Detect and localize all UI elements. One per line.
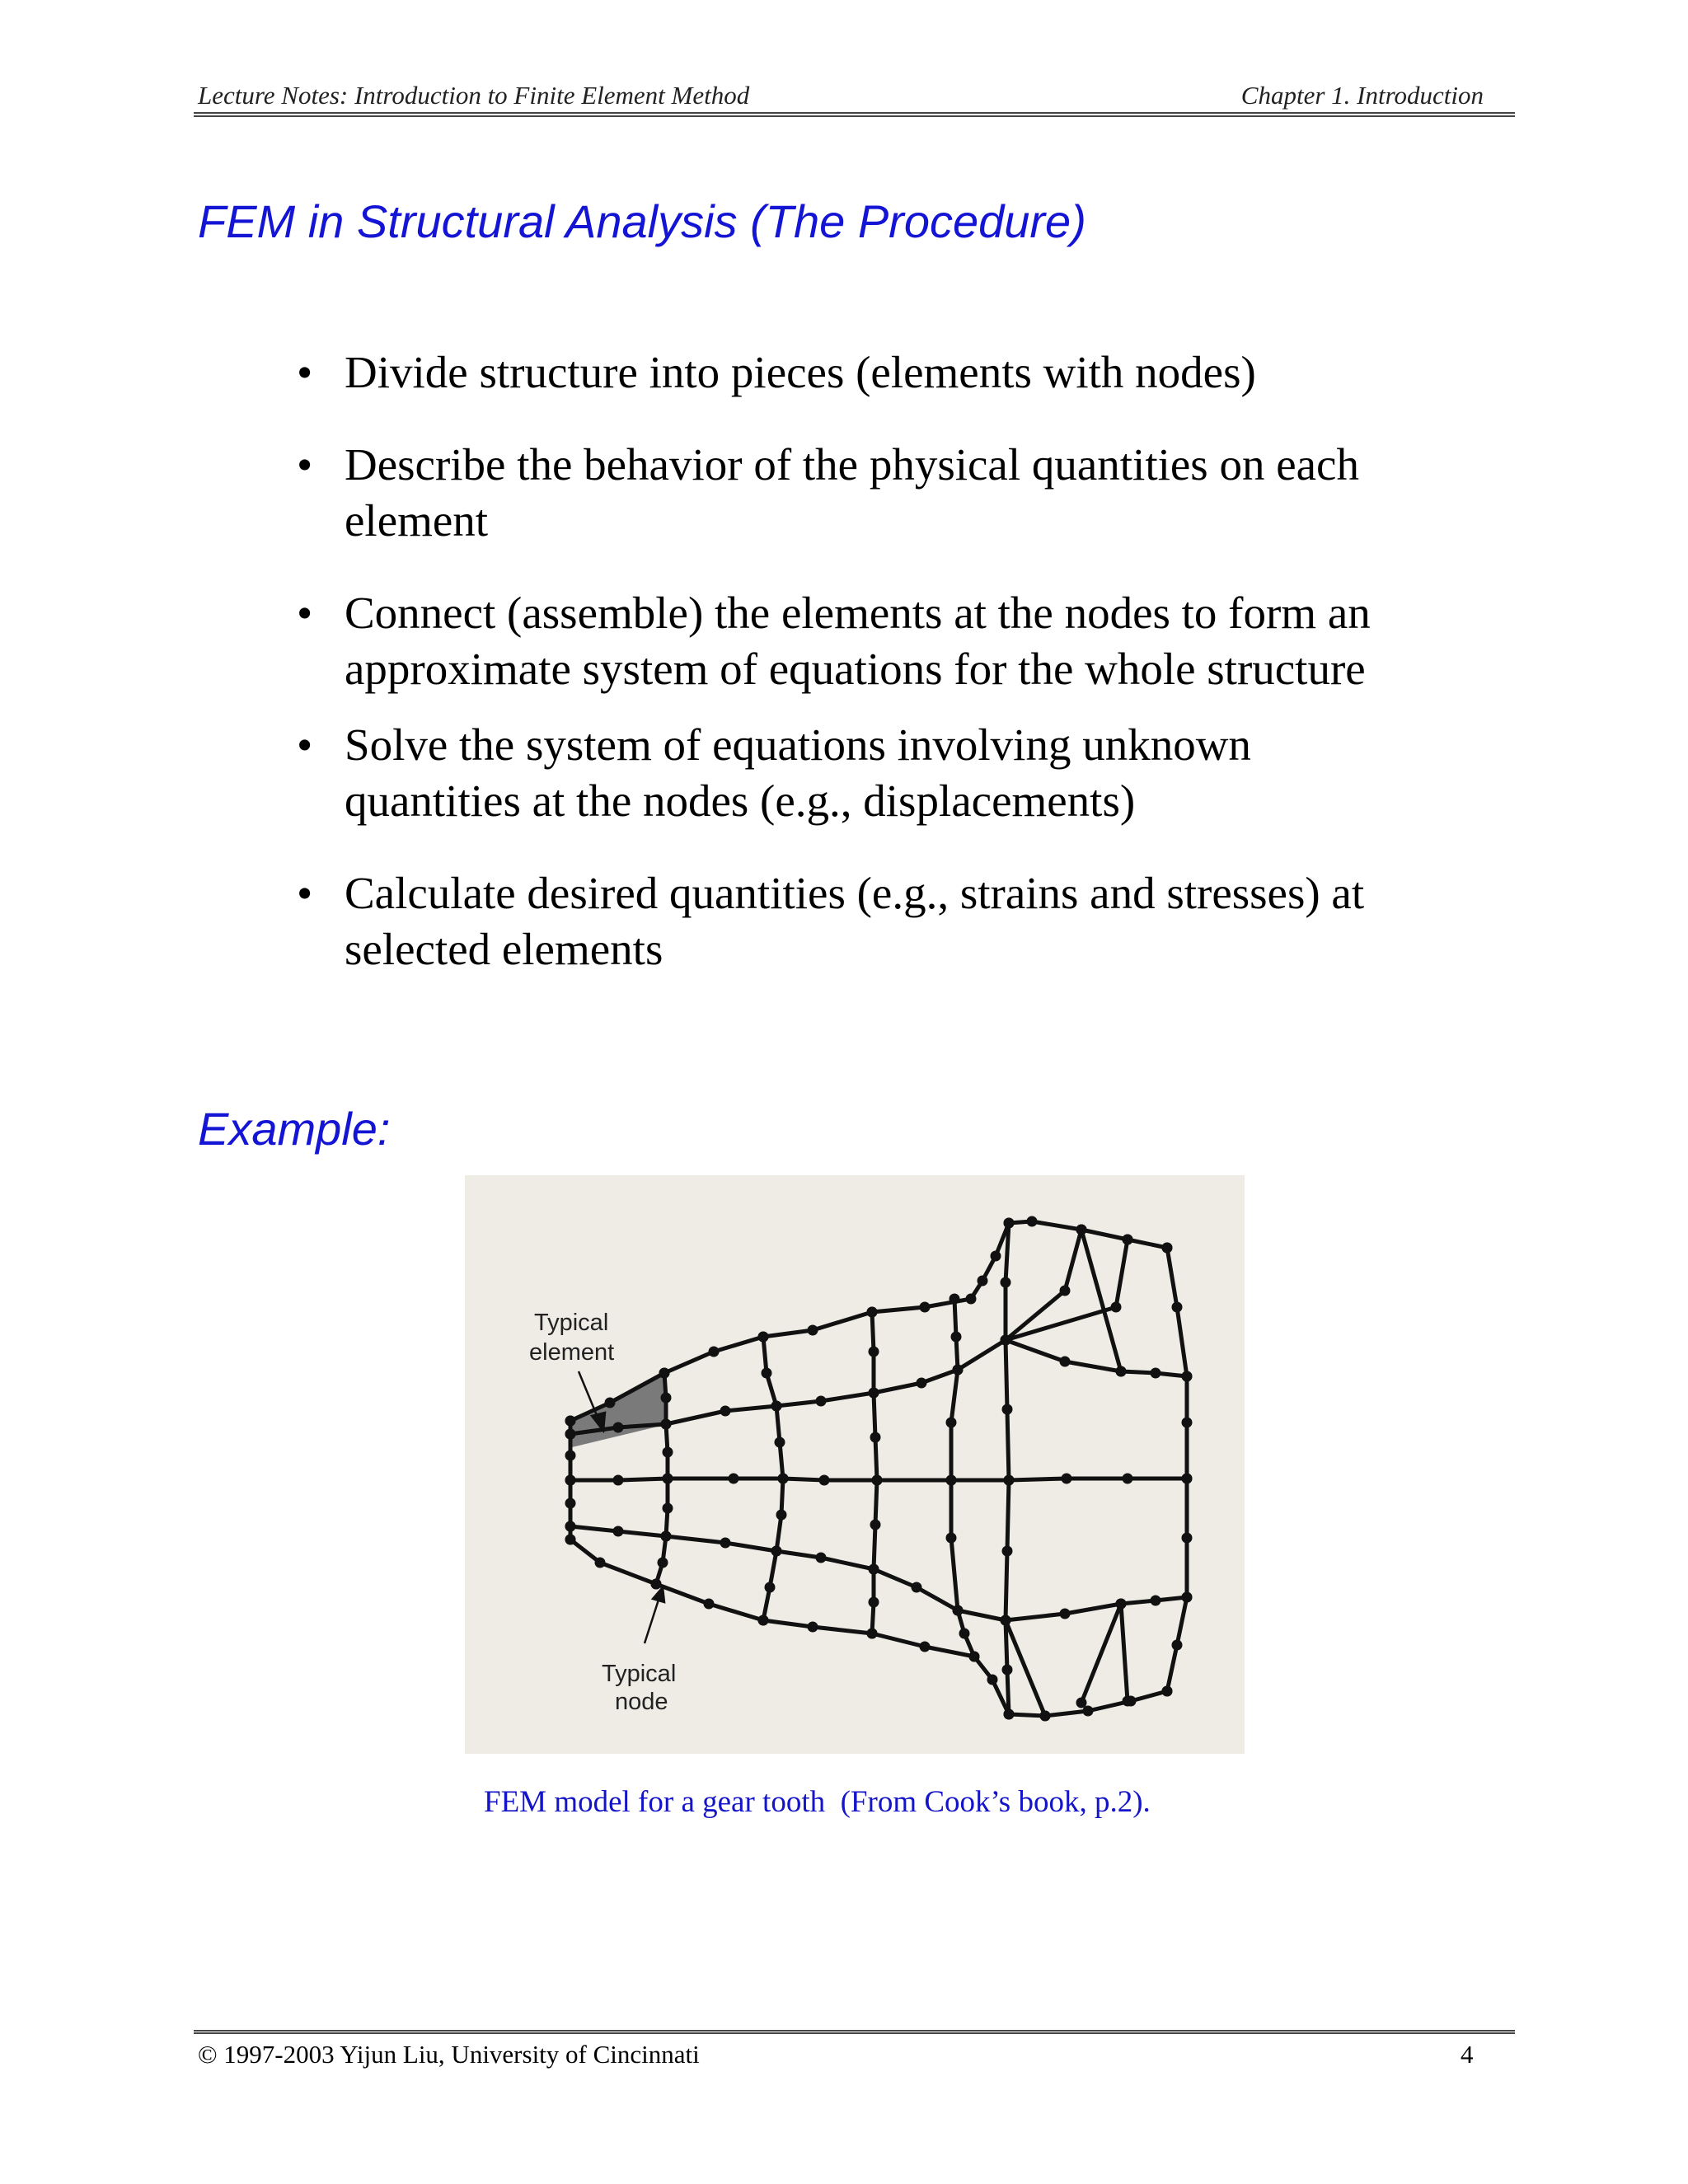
header-rule bbox=[194, 112, 1515, 117]
mesh-node bbox=[1004, 1475, 1015, 1486]
gear-tooth-mesh-figure bbox=[465, 1175, 1245, 1754]
footer-rule bbox=[194, 2030, 1515, 2034]
label-typical-element-line1: Typical bbox=[534, 1310, 609, 1336]
mesh-node bbox=[1062, 1474, 1072, 1484]
mesh-node bbox=[1040, 1711, 1051, 1722]
mesh-node bbox=[870, 1432, 881, 1443]
mesh-node bbox=[917, 1378, 927, 1389]
mesh-node bbox=[870, 1520, 881, 1530]
mesh-node bbox=[776, 1510, 787, 1521]
mesh-node bbox=[1162, 1243, 1173, 1254]
section-title-example: Example: bbox=[198, 1103, 391, 1155]
mesh-node bbox=[1002, 1665, 1013, 1675]
mesh-node bbox=[869, 1388, 879, 1399]
list-item-text: Calculate desired quantities (e.g., strains and stresses) at bbox=[345, 868, 1365, 918]
mesh-node bbox=[778, 1474, 789, 1484]
mesh-node bbox=[663, 1503, 673, 1514]
mesh-node bbox=[1172, 1640, 1183, 1651]
list-item-text: Solve the system of equations involving unknown bbox=[345, 719, 1251, 770]
mesh-diagram bbox=[465, 1175, 1245, 1754]
list-item bbox=[297, 717, 1467, 829]
mesh-node bbox=[946, 1533, 957, 1544]
mesh-node bbox=[1111, 1302, 1122, 1313]
mesh-node bbox=[1182, 1533, 1193, 1544]
list-item-text: Connect (assemble) the elements at the nodes to form an bbox=[345, 588, 1371, 638]
mesh-node bbox=[661, 1419, 672, 1430]
mesh-node bbox=[565, 1498, 576, 1509]
mesh-node bbox=[613, 1526, 624, 1537]
footer-copyright: © 1997-2003 Yijun Liu, University of Cincinnati bbox=[198, 2040, 700, 2069]
label-typical-node-line2: node bbox=[615, 1689, 668, 1715]
mesh-node bbox=[920, 1302, 931, 1313]
mesh-node bbox=[1123, 1696, 1133, 1707]
mesh-node bbox=[950, 1294, 960, 1305]
label-typical-element-line2: element bbox=[529, 1339, 615, 1366]
mesh-node bbox=[651, 1579, 662, 1590]
mesh-node bbox=[565, 1429, 576, 1440]
bullet-icon: • bbox=[297, 439, 313, 490]
mesh-node bbox=[1004, 1218, 1015, 1229]
mesh-node bbox=[959, 1629, 970, 1639]
list-item bbox=[297, 437, 1467, 549]
mesh-node bbox=[819, 1475, 830, 1486]
mesh-node bbox=[953, 1365, 964, 1376]
mesh-node bbox=[969, 1652, 980, 1662]
mesh-node bbox=[1151, 1368, 1161, 1379]
mesh-node bbox=[758, 1332, 769, 1343]
list-item-text-continued: element bbox=[345, 495, 489, 546]
mesh-node bbox=[1182, 1371, 1193, 1382]
mesh-node bbox=[661, 1531, 672, 1542]
mesh-node bbox=[771, 1401, 782, 1412]
mesh-node bbox=[869, 1347, 879, 1357]
page-header bbox=[198, 79, 1484, 112]
bullet-icon: • bbox=[297, 347, 313, 397]
mesh-node bbox=[765, 1582, 776, 1593]
mesh-node bbox=[1001, 1335, 1011, 1346]
figure-caption: FEM model for a gear tooth (From Cook’s book, p.2). bbox=[484, 1785, 1151, 1819]
mesh-node bbox=[1027, 1216, 1038, 1227]
mesh-node bbox=[1060, 1609, 1071, 1619]
page-number: 4 bbox=[1461, 2040, 1474, 2069]
mesh-node bbox=[595, 1558, 606, 1568]
mesh-node bbox=[613, 1475, 624, 1486]
label-typical-node-line1: Typical bbox=[602, 1661, 677, 1687]
list-item-text: Describe the behavior of the physical quantities on each bbox=[345, 439, 1359, 490]
list-item bbox=[297, 865, 1467, 977]
mesh-node bbox=[1172, 1302, 1183, 1313]
procedure-list bbox=[297, 344, 1467, 977]
mesh-node bbox=[1182, 1592, 1193, 1603]
mesh-node bbox=[1002, 1546, 1013, 1557]
mesh-node bbox=[658, 1558, 668, 1568]
mesh-node bbox=[1182, 1418, 1193, 1428]
mesh-node bbox=[912, 1582, 922, 1593]
mesh-node bbox=[987, 1675, 998, 1685]
mesh-node bbox=[775, 1437, 785, 1448]
mesh-node bbox=[946, 1475, 957, 1486]
mesh-node bbox=[663, 1474, 673, 1484]
list-item-text-continued: selected elements bbox=[345, 924, 663, 974]
header-course-title: Lecture Notes: Introduction to Finite Element Method bbox=[198, 81, 750, 110]
mesh-node bbox=[704, 1599, 715, 1610]
mesh-node bbox=[1123, 1235, 1133, 1245]
mesh-node bbox=[659, 1368, 670, 1379]
mesh-node bbox=[663, 1447, 673, 1458]
mesh-node bbox=[1076, 1225, 1087, 1235]
mesh-node bbox=[729, 1474, 739, 1484]
mesh-node bbox=[946, 1418, 957, 1428]
mesh-node bbox=[771, 1546, 782, 1557]
mesh-node bbox=[978, 1276, 988, 1286]
list-item-text: Divide structure into pieces (elements with nodes) bbox=[345, 347, 1256, 397]
list-item-text-continued: approximate system of equations for the whole structure bbox=[345, 644, 1366, 694]
mesh-node bbox=[867, 1307, 878, 1318]
mesh-node bbox=[816, 1553, 827, 1563]
mesh-node bbox=[1162, 1686, 1173, 1697]
mesh-node bbox=[953, 1605, 964, 1616]
mesh-node bbox=[951, 1332, 962, 1343]
mesh-node bbox=[1151, 1596, 1161, 1606]
mesh-node bbox=[816, 1396, 827, 1407]
list-item-text-continued: quantities at the nodes (e.g., displacements) bbox=[345, 776, 1136, 826]
mesh-node bbox=[661, 1393, 672, 1404]
mesh-node bbox=[565, 1475, 576, 1486]
header-chapter: Chapter 1. Introduction bbox=[1240, 81, 1484, 110]
mesh-node bbox=[920, 1642, 931, 1652]
mesh-node bbox=[1182, 1474, 1193, 1484]
mesh-node bbox=[1116, 1599, 1127, 1610]
mesh-node bbox=[991, 1251, 1001, 1262]
mesh-node bbox=[565, 1535, 576, 1545]
mesh-node bbox=[1001, 1615, 1011, 1626]
mesh-node bbox=[709, 1347, 720, 1357]
mesh-node bbox=[1001, 1277, 1011, 1288]
mesh-node bbox=[613, 1422, 624, 1433]
mesh-node bbox=[1116, 1366, 1127, 1377]
mesh-node bbox=[1004, 1709, 1015, 1720]
mesh-node bbox=[872, 1475, 883, 1486]
mesh-node bbox=[1076, 1698, 1087, 1708]
list-item bbox=[297, 344, 1467, 401]
mesh-node bbox=[605, 1398, 616, 1408]
mesh-node bbox=[966, 1294, 977, 1305]
mesh-node bbox=[1060, 1286, 1071, 1296]
bullet-icon: • bbox=[297, 719, 313, 770]
mesh-node bbox=[808, 1622, 818, 1633]
mesh-node bbox=[565, 1521, 576, 1532]
mesh-node bbox=[869, 1564, 879, 1575]
bullet-icon: • bbox=[297, 588, 313, 638]
section-title-procedure: FEM in Structural Analysis (The Procedure) bbox=[198, 195, 1086, 247]
mesh-node bbox=[1123, 1474, 1133, 1484]
mesh-node bbox=[867, 1629, 878, 1639]
mesh-node bbox=[720, 1538, 731, 1549]
mesh-node bbox=[720, 1406, 731, 1417]
mesh-node bbox=[565, 1416, 576, 1427]
mesh-node bbox=[758, 1615, 769, 1626]
mesh-node bbox=[565, 1451, 576, 1461]
mesh-node bbox=[869, 1597, 879, 1608]
list-item bbox=[297, 585, 1467, 697]
mesh-node bbox=[1060, 1357, 1071, 1367]
mesh-node bbox=[762, 1368, 772, 1379]
mesh-node bbox=[808, 1325, 818, 1336]
mesh-node bbox=[1002, 1404, 1013, 1415]
bullet-icon: • bbox=[297, 868, 313, 918]
